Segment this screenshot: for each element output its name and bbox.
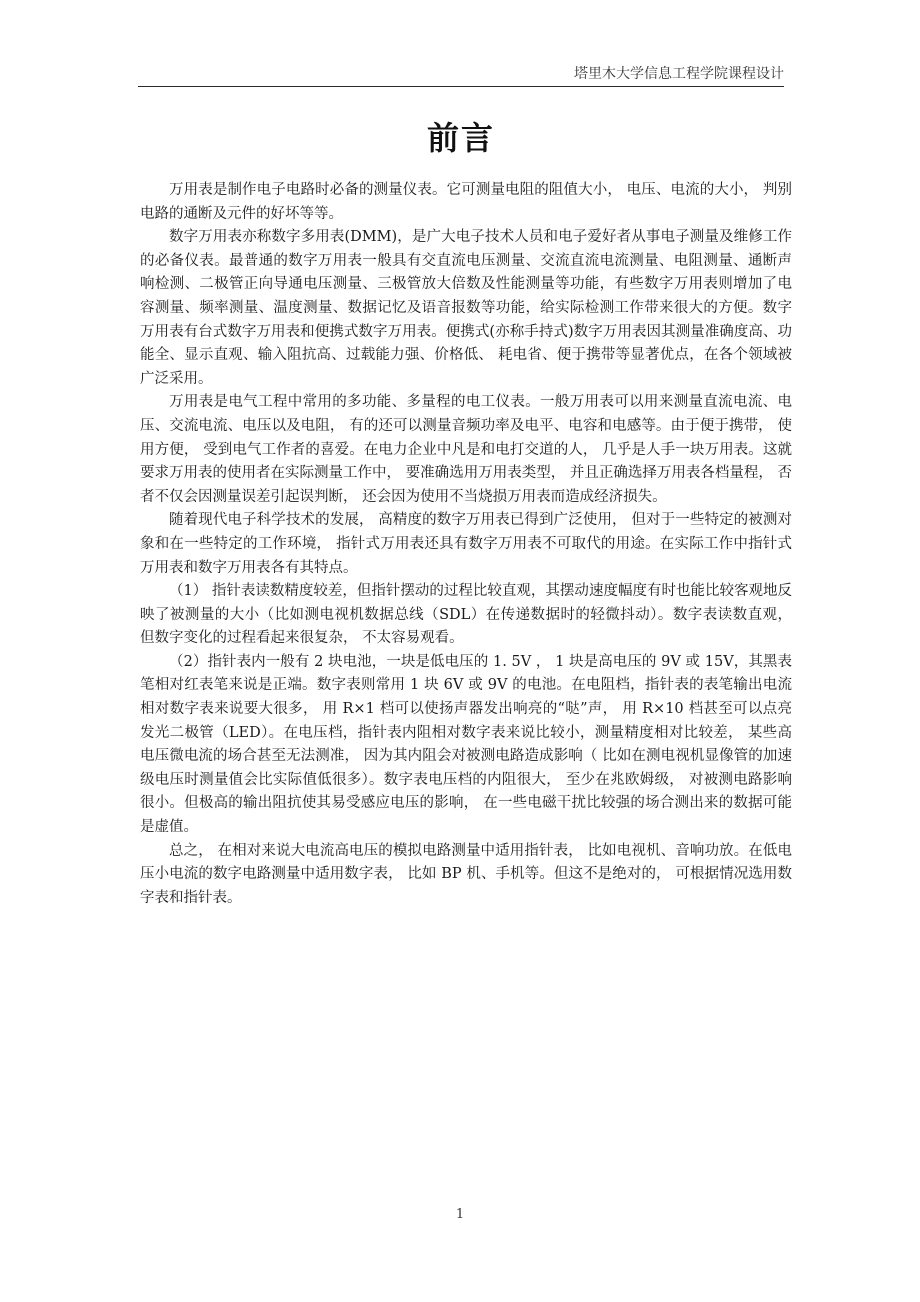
body-text (140, 179, 792, 910)
paragraph: 万用表是电气工程中常用的多功能、多量程的电工仪表。一般万用表可以用来测量直流电流、电压、交流电流、电压以及电阻， 有的还可以测量音频功率及电平、电容和电感等。由于便于携带， 使用方便， 受到电气工作者的喜爱。在电力企业中凡是和电打交道的人， 几乎是人手一块万用表。这就要求万用表的使用者在实际测量工作中， 要准确选用万用表类型， 并且正确选择万用表各档量程， 否者不仅会因测量误差引起误判断， 还会因为使用不当烧损万用表而造成经济损失。 (140, 394, 792, 505)
paragraph: 万用表是制作电子电路时必备的测量仪表。它可测量电阻的阻值大小， 电压、电流的大小， 判别电路的通断及元件的好坏等等。 (140, 182, 792, 222)
page-title: 前言 (426, 119, 495, 157)
paragraph: （2）指针表内一般有 2 块电池，一块是低电压的 1. 5V ， 1 块是高电压的 9V 或 15V，其黑表笔相对红表笔来说是正端。数字表则常用 1 块 6V 或 9V 的电池。在电阻档，指针表的表笔输出电流相对数字表来说要大很多， 用 R×1 档可以使扬声器发出响亮的“哒”声， 用 R×10 档甚至可以点亮发光二极管（LED）。在电压档，指针表内阻相对数字表来说比较小，测量精度相对比较差， 某些高电压微电流的场合甚至无法测准， 因为其内阻会对被测电路造成影响（ 比如在测电视机显像管的加速级电压时测量值会比实际值低很多）。数字表电压档的内阻很大， 至少在兆欧姆级， 对被测电路影响很小。但极高的输出阻抗使其易受感应电压的影响， 在一些电磁干扰比较强的场合测出来的数据可能是虚值。 (140, 653, 792, 836)
paragraph: 总之， 在相对来说大电流高电压的模拟电路测量中适用指针表， 比如电视机、音响功放。在低电压小电流的数字电路测量中适用数字表， 比如 BP 机、手机等。但这不是绝对的， 可根据情况选用数字表和指针表。 (140, 842, 792, 906)
page-number: 1 (455, 1207, 465, 1222)
page-header: 塔里木大学信息工程学院课程设计 (138, 64, 784, 87)
paragraph: 数字万用表亦称数字多用表(DMM)，是广大电子技术人员和电子爱好者从事电子测量及维修工作的必备仪表。最普通的数字万用表一般具有交直流电压测量、交流直流电流测量、电阻测量、通断声响检测、二极管正向导通电压测量、三极管放大倍数及性能测量等功能，有些数字万用表则增加了电容测量、频率测量、温度测量、数据记忆及语音报数等功能，给实际检测工作带来很大的方便。数字万用表有台式数字万用表和便携式数字万用表。便携式(亦称手持式)数字万用表因其测量准确度高、功能全、显示直观、输入阻抗高、过载能力强、价格低、 耗电省、便于携带等显著优点，在各个领域被广泛采用。 (140, 229, 792, 387)
paragraph: 随着现代电子科学技术的发展， 高精度的数字万用表已得到广泛使用， 但对于一些特定的被测对象和在一些特定的工作环境， 指针式万用表还具有数字万用表不可取代的用途。在实际工作中指针式万用表和数字万用表各有其特点。 (140, 512, 792, 576)
paragraph: （1） 指针表读数精度较差，但指针摆动的过程比较直观，其摆动速度幅度有时也能比较客观地反映了被测量的大小（比如测电视机数据总线（SDL）在传递数据时的轻微抖动）。数字表读数直观， 但数字变化的过程看起来很复杂， 不太容易观看。 (140, 583, 792, 647)
